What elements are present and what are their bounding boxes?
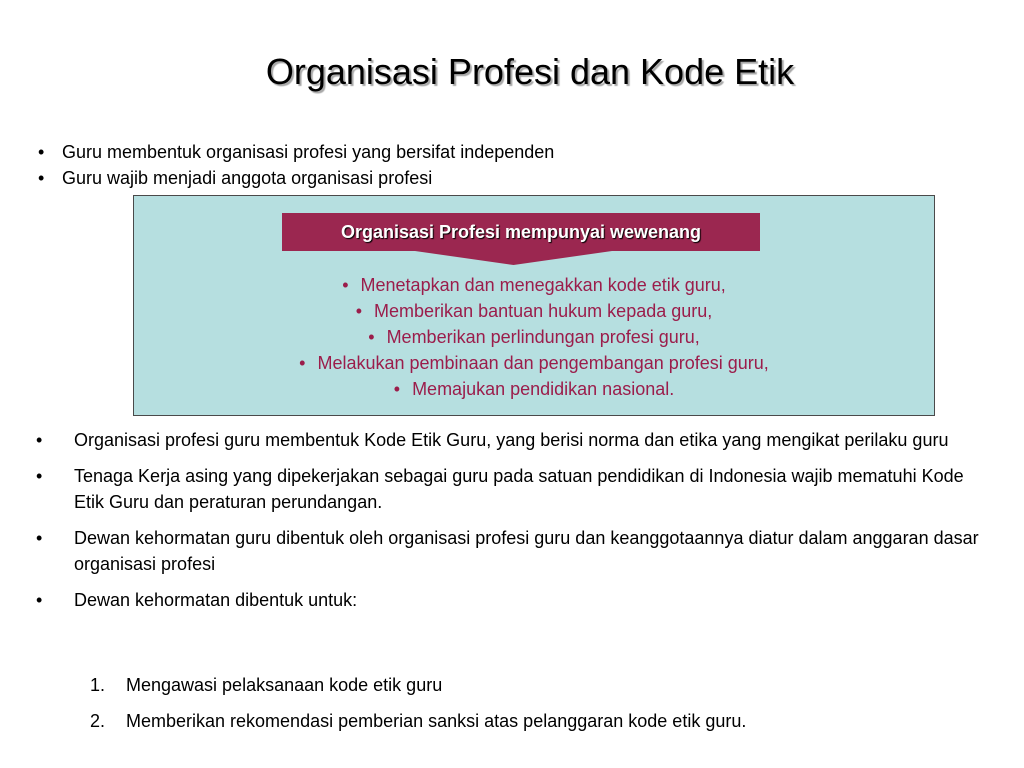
list-item xyxy=(133,298,935,324)
list-item xyxy=(133,272,935,298)
numbered-list xyxy=(90,672,746,744)
bullet-icon: • xyxy=(36,466,43,486)
bullet-icon: • xyxy=(38,142,45,162)
list-item xyxy=(36,463,996,515)
list-item xyxy=(36,525,996,577)
authority-list xyxy=(133,272,935,402)
numbered-item-text: Mengawasi pelaksanaan kode etik guru xyxy=(126,675,443,695)
bullet-icon: • xyxy=(36,430,43,450)
authority-item-text: Melakukan pembinaan dan pengembangan profesi guru, xyxy=(317,353,769,373)
authority-item-text: Memberikan bantuan hukum kepada guru, xyxy=(374,301,713,321)
list-item xyxy=(133,350,935,376)
bullet-icon: • xyxy=(299,353,306,373)
bullet-text: Guru membentuk organisasi profesi yang bersifat independen xyxy=(62,142,555,162)
bullet-text: Dewan kehormatan guru dibentuk oleh organisasi profesi guru dan keanggotaannya diatur dalam anggaran dasar organisasi profesi xyxy=(74,528,979,574)
bullet-icon: • xyxy=(368,327,375,347)
list-item xyxy=(36,139,554,165)
list-item xyxy=(133,376,935,402)
bullet-icon: • xyxy=(355,301,363,321)
list-item xyxy=(36,587,996,613)
list-item xyxy=(133,324,935,350)
numbered-item-text: Memberikan rekomendasi pemberian sanksi atas pelanggaran kode etik guru. xyxy=(126,711,747,731)
bullet-text: Guru wajib menjadi anggota organisasi profesi xyxy=(62,168,433,188)
list-item xyxy=(36,427,996,453)
item-number: 2. xyxy=(90,711,106,731)
bullet-icon: • xyxy=(38,168,45,188)
bullet-text: Tenaga Kerja asing yang dipekerjakan sebagai guru pada satuan pendidikan di Indonesia wajib mematuhi Kode Etik Guru dan peraturan perundangan. xyxy=(74,466,964,512)
intro-bullet-list xyxy=(36,139,554,191)
authority-item-text: Memajukan pendidikan nasional. xyxy=(412,379,675,399)
list-item xyxy=(90,708,746,734)
main-bullet-list xyxy=(36,427,996,623)
slide-title: Organisasi Profesi dan Kode Etik xyxy=(265,51,795,92)
list-item xyxy=(36,165,554,191)
item-number: 1. xyxy=(90,675,106,695)
bullet-text: Organisasi profesi guru membentuk Kode Etik Guru, yang berisi norma dan etika yang mengikat perilaku guru xyxy=(74,430,949,450)
authority-box-header: Organisasi Profesi mempunyai wewenang xyxy=(282,213,760,251)
bullet-icon: • xyxy=(393,379,401,399)
bullet-icon: • xyxy=(342,275,349,295)
authority-item-text: Memberikan perlindungan profesi guru, xyxy=(386,327,700,347)
bullet-text: Dewan kehormatan dibentuk untuk: xyxy=(74,590,358,610)
down-arrow-icon xyxy=(415,251,612,265)
bullet-icon: • xyxy=(36,528,43,548)
bullet-icon: • xyxy=(36,590,43,610)
list-item xyxy=(90,672,746,698)
authority-item-text: Menetapkan dan menegakkan kode etik guru, xyxy=(360,275,726,295)
